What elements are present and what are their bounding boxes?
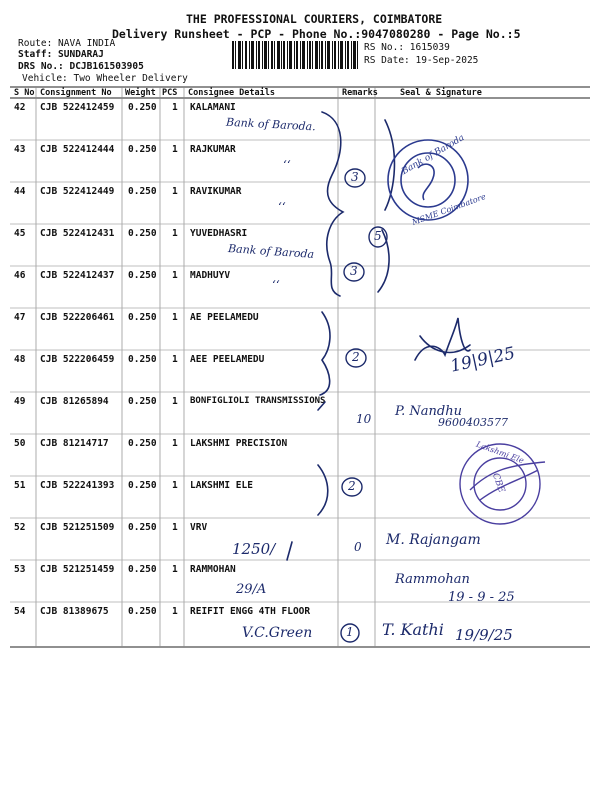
barcode — [232, 41, 358, 69]
note-54: V.C.Green — [242, 625, 313, 641]
row-51-weight: 0.250 — [128, 480, 157, 491]
row-42-pcs: 1 — [172, 102, 178, 113]
row-52-pcs: 1 — [172, 522, 178, 533]
row-52-sno: 52 — [14, 522, 26, 533]
rs-date: RS Date: 19-Sep-2025 — [364, 55, 479, 66]
row-45-weight: 0.250 — [128, 228, 157, 239]
row-51-sno: 51 — [14, 480, 26, 491]
hw-ditto-46: ‘‘ — [272, 278, 280, 292]
col-weight: Weight — [125, 88, 156, 98]
row-42-sno: 42 — [14, 102, 26, 113]
sig-49-phone: 9600403577 — [438, 416, 508, 429]
col-consignee: Consignee Details — [188, 88, 275, 98]
row-50-consignee: LAKSHMI PRECISION — [190, 438, 288, 449]
sig-52: M. Rajangam — [386, 532, 481, 548]
row-45-pcs: 1 — [172, 228, 178, 239]
col-seal: Seal & Signature — [400, 88, 482, 98]
row-49-pcs: 1 — [172, 396, 178, 407]
sig-53-date: 19 - 9 - 25 — [448, 590, 515, 605]
row-42-consignee: KALAMANI — [190, 102, 236, 113]
staff-label: Staff: SUNDARAJ — [18, 49, 104, 60]
row-52-consignee: VRV — [190, 522, 208, 533]
row-54-consignee: REIFIT ENGG 4TH FLOOR — [190, 606, 311, 617]
vehicle-label: Vehicle: Two Wheeler Delivery — [22, 73, 188, 84]
route-label: Route: NAVA INDIA — [18, 38, 116, 49]
row-53-sno: 53 — [14, 564, 26, 575]
stamp-lakshmi-text: Lakshmi Ele — [474, 439, 526, 466]
remark-2a: 2 — [352, 350, 360, 364]
row-52-weight: 0.250 — [128, 522, 157, 533]
stamp-bank-text: Bank of Baroda — [400, 133, 467, 177]
row-44-pcs: 1 — [172, 186, 178, 197]
row-47-consignee: AE PEELAMEDU — [190, 312, 259, 323]
row-48-weight: 0.250 — [128, 354, 157, 365]
row-44-weight: 0.250 — [128, 186, 157, 197]
row-46-consignee: MADHUYV — [190, 270, 231, 281]
col-pcs: PCS — [162, 88, 178, 98]
row-47-sno: 47 — [14, 312, 26, 323]
col-sno: S No — [14, 88, 35, 98]
row-50-sno: 50 — [14, 438, 26, 449]
col-consignment: Consignment No — [40, 88, 112, 98]
row-47-pcs: 1 — [172, 312, 178, 323]
sig-53: Rammohan — [395, 572, 470, 587]
row-44-consignment: CJB 522412449 — [40, 186, 115, 197]
row-50-pcs: 1 — [172, 438, 178, 449]
row-46-consignment: CJB 522412437 — [40, 270, 115, 281]
row-45-consignee: YUVEDHASRI — [190, 228, 248, 239]
row-50-weight: 0.250 — [128, 438, 157, 449]
row-53-weight: 0.250 — [128, 564, 157, 575]
note-52: 1250/ — [232, 540, 276, 558]
row-44-consignee: RAVIKUMAR — [190, 186, 242, 197]
row-48-consignment: CJB 522206459 — [40, 354, 115, 365]
remark-1: 1 — [346, 625, 354, 639]
company-title: THE PROFESSIONAL COURIERS, COIMBATORE — [186, 12, 443, 26]
row-51-consignment: CJB 522241393 — [40, 480, 115, 491]
row-49-consignment: CJB 81265894 — [40, 396, 109, 407]
col-remarks: Remarks — [342, 88, 378, 98]
row-49-sno: 49 — [14, 396, 26, 407]
row-49-consignee: BONFIGLIOLI TRANSMISSIONS — [190, 396, 326, 406]
remark-5: 5 — [374, 229, 382, 243]
row-45-sno: 45 — [14, 228, 26, 239]
row-46-pcs: 1 — [172, 270, 178, 281]
row-51-pcs: 1 — [172, 480, 178, 491]
row-45-consignment: CJB 522412431 — [40, 228, 115, 239]
row-47-weight: 0.250 — [128, 312, 157, 323]
row-43-consignee: RAJKUMAR — [190, 144, 236, 155]
hw-bank-of-baroda-1: Bank of Baroda. — [225, 115, 316, 134]
hw-bank-of-baroda-2: Bank of Baroda — [227, 242, 315, 261]
row-43-consignment: CJB 522412444 — [40, 144, 115, 155]
row-47-consignment: CJB 522206461 — [40, 312, 115, 323]
remark-3a: 3 — [351, 170, 359, 184]
sig-54: T. Kathi — [382, 620, 444, 639]
row-52-consignment: CJB 521251509 — [40, 522, 115, 533]
row-53-consignee: RAMMOHAN — [190, 564, 236, 575]
stamp-lakshmi-sub: CBE — [489, 471, 507, 495]
row-42-weight: 0.250 — [128, 102, 157, 113]
row-54-sno: 54 — [14, 606, 26, 617]
sig-48: 19|9|25 — [448, 343, 517, 377]
row-51-consignee: LAKSHMI ELE — [190, 480, 253, 491]
hw-ditto-44: ‘‘ — [278, 200, 286, 214]
row-53-pcs: 1 — [172, 564, 178, 575]
stamp-bank-sub: MSME Coimbatore — [410, 191, 488, 228]
sig-49-name: P. Nandhu — [395, 404, 462, 419]
row-42-consignment: CJB 522412459 — [40, 102, 115, 113]
rs-number: RS No.: 1615039 — [364, 42, 450, 53]
row-43-pcs: 1 — [172, 144, 178, 155]
row-46-sno: 46 — [14, 270, 26, 281]
row-44-sno: 44 — [14, 186, 26, 197]
note-53: 29/A — [236, 582, 267, 597]
row-54-consignment: CJB 81389675 — [40, 606, 109, 617]
row-43-weight: 0.250 — [128, 144, 157, 155]
row-54-weight: 0.250 — [128, 606, 157, 617]
remark-0: 0 — [354, 540, 362, 554]
row-48-sno: 48 — [14, 354, 26, 365]
row-48-consignee: AEE PEELAMEDU — [190, 354, 265, 365]
row-49-weight: 0.250 — [128, 396, 157, 407]
remark-2b: 2 — [348, 479, 356, 493]
runsheet-subtitle: Delivery Runsheet - PCP - Phone No.:9047080280 - Page No.:5 — [112, 27, 521, 41]
remark-3b: 3 — [350, 264, 358, 278]
sig-54-date: 19/9/25 — [455, 626, 513, 644]
drs-label: DRS No.: DCJB161503905 — [18, 61, 144, 72]
row-54-pcs: 1 — [172, 606, 178, 617]
row-46-weight: 0.250 — [128, 270, 157, 281]
row-43-sno: 43 — [14, 144, 26, 155]
row-53-consignment: CJB 521251459 — [40, 564, 115, 575]
row-50-consignment: CJB 81214717 — [40, 438, 109, 449]
hw-ditto-43: ‘‘ — [283, 158, 291, 172]
remark-10: 10 — [356, 412, 372, 426]
row-48-pcs: 1 — [172, 354, 178, 365]
